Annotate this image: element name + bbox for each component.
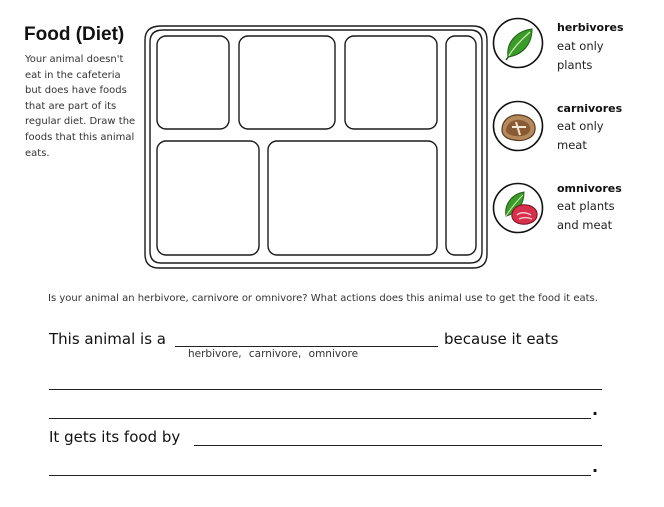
sentence-end-period-1: . [592, 400, 599, 419]
tray-compartment-2 [239, 36, 335, 129]
steak-icon [492, 100, 544, 152]
diet-term-herbivores: herbivores [557, 21, 624, 34]
tray-compartment-5 [268, 141, 437, 255]
diet-type-answer-line [175, 346, 438, 347]
worksheet-instructions: Your animal doesn't eat in the cafeteria but does have foods that are part of its regular diet. Draw the foods that this animal eats. [25, 54, 136, 159]
eats-answer-line-1 [49, 389, 602, 390]
diet-desc-carnivores: eat only meat [557, 119, 604, 152]
eats-answer-line-2 [49, 418, 591, 419]
tray-compartment-3 [345, 36, 437, 129]
gets-food-answer-field-2[interactable] [52, 456, 588, 474]
gets-food-answer-field-1[interactable] [198, 426, 598, 444]
tray-outline-inner [150, 30, 482, 263]
question-prompt: Is your animal an herbivore, carnivore or omnivore? What actions does this animal use to get the food it eats. [48, 293, 598, 304]
lunch-tray-drawing-area[interactable] [143, 22, 488, 270]
worksheet-title: Food (Diet) [24, 24, 125, 45]
leaf-icon [492, 17, 544, 69]
diet-desc-herbivores: eat only plants [557, 39, 604, 72]
diet-term-carnivores: carnivores [557, 102, 623, 115]
diet-desc-omnivores: eat plants and meat [557, 199, 615, 232]
diet-type-answer-field[interactable] [180, 327, 434, 345]
sentence-1-suffix: because it eats [444, 330, 559, 348]
tray-compartment-4 [157, 141, 259, 255]
tray-outline [145, 26, 487, 268]
gets-food-answer-line-2 [49, 475, 591, 476]
leaf-and-steak-icon [492, 182, 544, 234]
tray-compartment-1 [157, 36, 229, 129]
sentence-2-prefix: It gets its food by [49, 428, 181, 446]
eats-answer-field-1[interactable] [52, 370, 598, 388]
sentence-1-prefix: This animal is a [49, 330, 166, 348]
sentence-end-period-2: . [592, 457, 599, 476]
tray-compartment-side [446, 36, 476, 255]
diet-term-omnivores: omnivores [557, 182, 622, 195]
gets-food-answer-line-1 [194, 445, 602, 446]
diet-choices-hint: herbivore, carnivore, omnivore [188, 348, 359, 360]
eats-answer-field-2[interactable] [52, 399, 588, 417]
